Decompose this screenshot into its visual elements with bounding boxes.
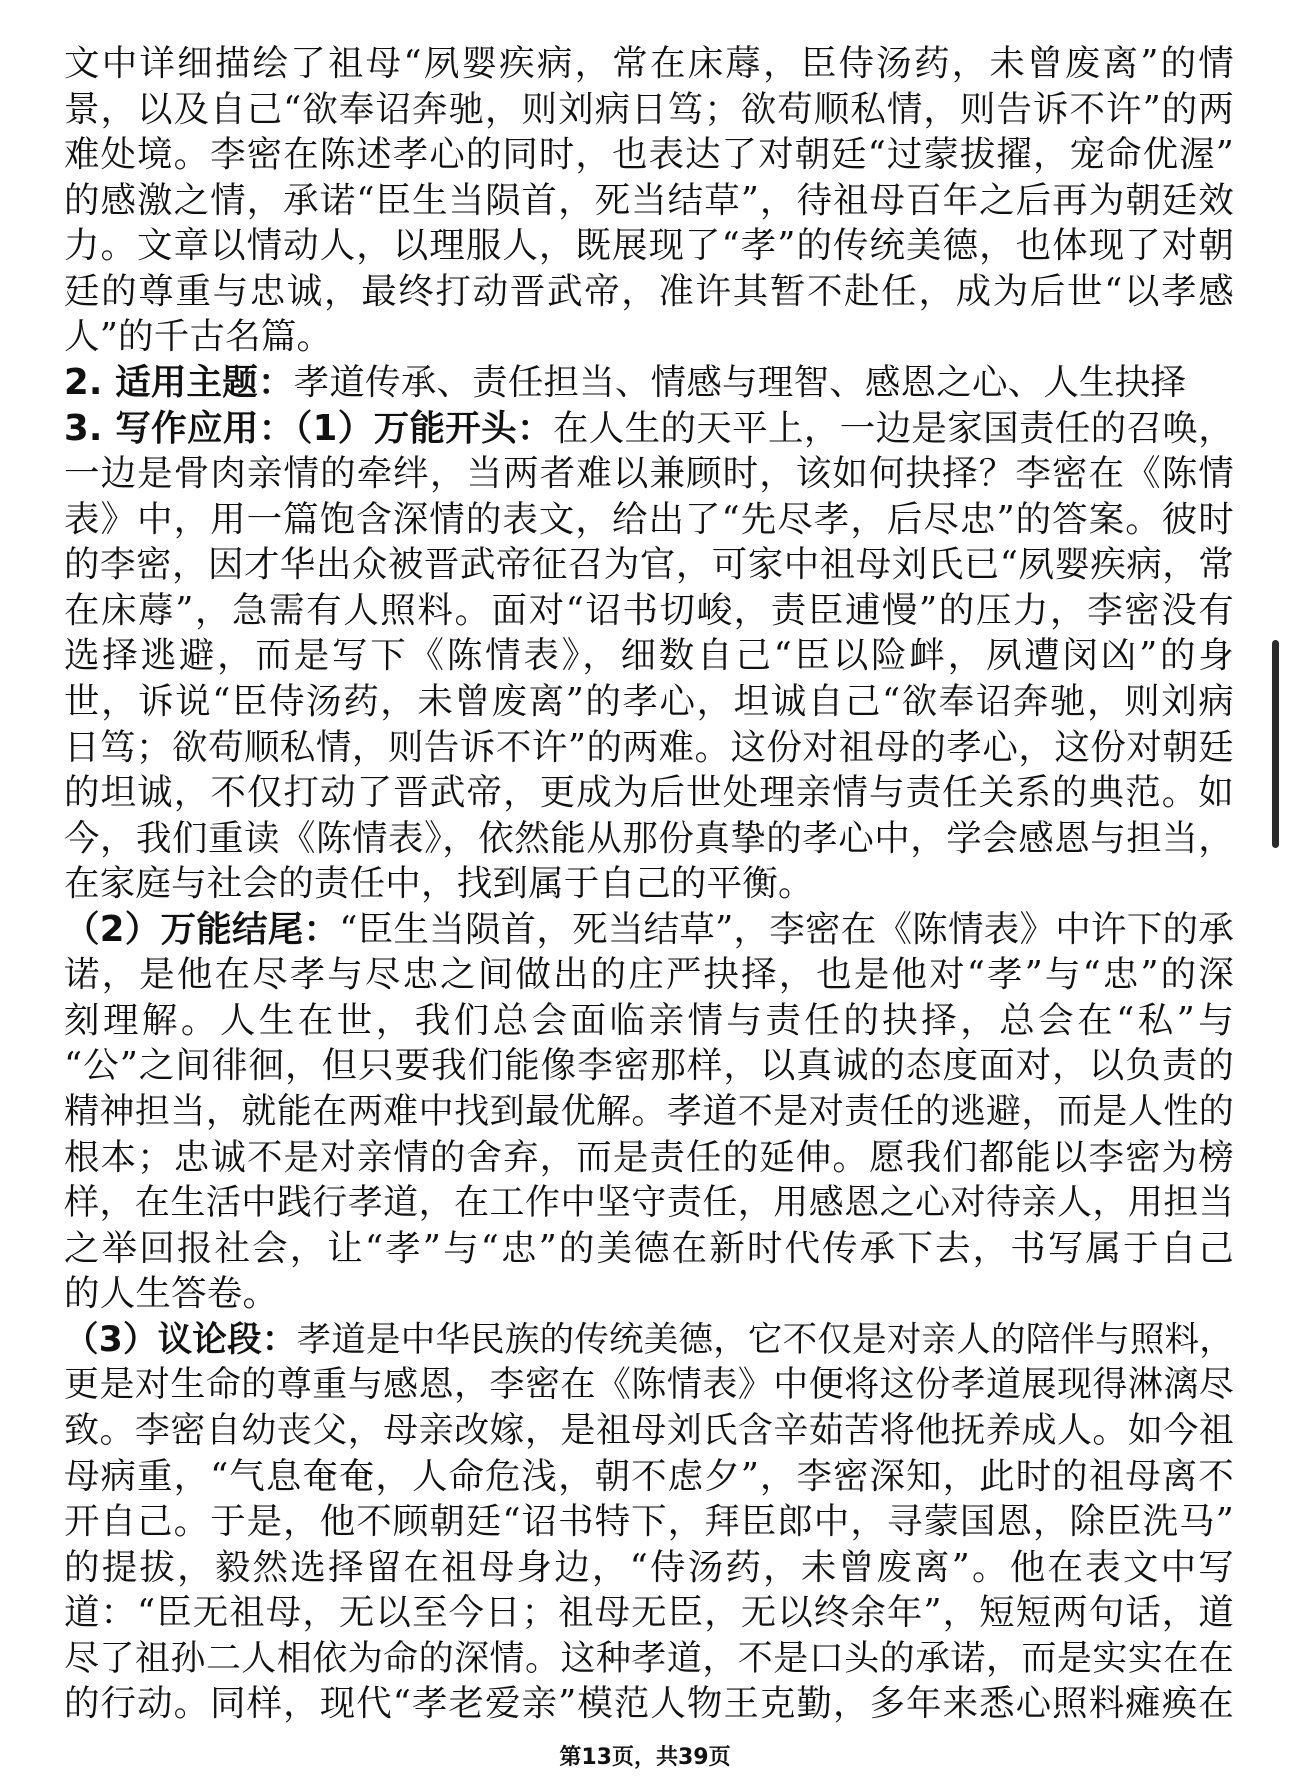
ending-line: 根本；忠诚不是对亲情的舍弃，而是责任的延伸。愿我们都能以李密为榜 [64, 1137, 1234, 1178]
argument-line: 母病重，“气息奄奄，人命危浅，朝不虑夕”，李密深知，此时的祖母离不 [64, 1456, 1234, 1497]
ending-line: 刻理解。人生在世，我们总会面临亲情与责任的抉择，总会在“私”与 [64, 1000, 1234, 1041]
opening-line: 今，我们重读《陈情表》，依然能从那份真挚的孝心中，学会感恩与担当， [64, 818, 1234, 859]
opening-line: 在家庭与社会的责任中，找到属于自己的平衡。 [64, 863, 814, 904]
themes-label: 2. 适用主题： [64, 362, 294, 403]
argument-first-line [64, 1318, 1234, 1362]
ending-line: 样，在生活中践行孝道，在工作中坚守责任，用感恩之心对待亲人，用担当 [64, 1183, 1234, 1223]
ending-line: 之举回报社会，让“孝”与“忠”的美德在新时代传承下去，书写属于自己 [64, 1228, 1234, 1269]
opening-line: 的坦诚，不仅打动了晋武帝，更成为后世处理亲情与责任关系的典范。如 [64, 772, 1234, 813]
argument-line: 更是对生命的尊重与感恩，李密在《陈情表》中便将这份孝道展现得淋漓尽 [64, 1365, 1234, 1405]
opening-line: 在床蓐”，急需有人照料。面对“诏书切峻，责臣逋慢”的压力，李密没有 [64, 590, 1234, 631]
scrollbar-thumb[interactable] [1272, 640, 1279, 848]
themes-line [64, 361, 1234, 405]
themes-text: 孝道传承、责任担当、情感与理智、感恩之心、人生抉择 [293, 362, 1187, 403]
ending-line: 诺，是他在尽孝与尽忠之间做出的庄严抉择，也是他对“孝”与“忠”的深 [64, 954, 1234, 995]
intro-line: 力。文章以情动人，以理服人，既展现了“孝”的传统美德，也体现了对朝 [64, 225, 1234, 266]
argument-line: 的提拔，毅然选择留在祖母身边，“侍汤药，未曾废离”。他在表文中写 [64, 1547, 1234, 1588]
opening-line: 选择逃避，而是写下《陈情表》，细数自己“臣以险衅，夙遭闵凶”的身 [64, 635, 1234, 676]
intro-line: 廷的尊重与忠诚，最终打动晋武帝，准许其暂不赴任，成为后世“以孝感 [64, 271, 1234, 312]
ending-line: 精神担当，就能在两难中找到最优解。孝道不是对责任的逃避，而是人性的 [64, 1092, 1234, 1132]
intro-line: 人”的千古名篇。 [64, 316, 333, 357]
opening-label: （1）万能开头： [294, 408, 553, 449]
opening-line: 的李密，因才华出众被晋武帝征召为官，可家中祖母刘氏已“夙婴疾病，常 [64, 544, 1234, 585]
page-number: 第13页，共39页 [559, 1745, 731, 1770]
ending-line: “公”之间徘徊，但只要我们能像李密那样，以真诚的态度面对，以负责的 [64, 1045, 1234, 1086]
opening-line: 日笃；欲苟顺私情，则告诉不许”的两难。这份对祖母的孝心，这份对朝廷 [64, 727, 1234, 768]
ending-first-text: “臣生当陨首，死当结草”，李密在《陈情表》中许下的承 [339, 909, 1234, 950]
opening-line: 一边是骨肉亲情的牵绊，当两者难以兼顾时，该如何抉择？李密在《陈情 [64, 453, 1234, 494]
opening-line: 世，诉说“臣侍汤药，未曾废离”的孝心，坦诚自己“欲奉诏奔驰，则刘病 [64, 681, 1234, 722]
writing-label: 3. 写作应用： [64, 408, 295, 449]
argument-line: 尽了祖孙二人相依为命的深情。这种孝道，不是口头的承诺，而是实实在在 [64, 1639, 1234, 1679]
argument-line: 开自己。于是，他不顾朝廷“诏书特下，拜臣郎中，寻蒙国恩，除臣洗马” [64, 1501, 1234, 1542]
argument-line: 的行动。同样，现代“孝老爱亲”模范人物王克勤，多年来悉心照料瘫痪在 [64, 1683, 1234, 1724]
intro-line: 的感激之情，承诺“臣生当陨首，死当结草”，待祖母百年之后再为朝廷效 [64, 180, 1234, 221]
argument-label: （3）议论段： [64, 1320, 297, 1360]
argument-first-text: 孝道是中华民族的传统美德，它不仅是对亲人的陪伴与照料， [296, 1320, 1235, 1360]
opening-first-line [64, 407, 1234, 451]
ending-line: 的人生答卷。 [64, 1273, 279, 1314]
intro-line: 难处境。李密在陈述孝心的同时，也表达了对朝廷“过蒙拔擢，宠命优渥” [64, 134, 1234, 175]
opening-first-text: 在人生的天平上，一边是家国责任的召唤， [552, 408, 1234, 449]
intro-line: 景，以及自己“欲奉诏奔驰，则刘病日笃；欲苟顺私情，则告诉不许”的两 [64, 89, 1234, 130]
argument-line: 致。李密自幼丧父，母亲改嫁，是祖母刘氏含辛茹苦将他抚养成人。如今祖 [64, 1411, 1234, 1451]
argument-line: 道：“臣无祖母，无以至今日；祖母无臣，无以终余年”，短短两句话，道 [64, 1592, 1234, 1633]
opening-line: 表》中，用一篇饱含深情的表文，给出了“先尽孝，后尽忠”的答案。彼时 [64, 499, 1234, 540]
intro-line: 文中详细描绘了祖母“夙婴疾病，常在床蓐，臣侍汤药，未曾废离”的情 [64, 43, 1234, 84]
ending-first-line [64, 908, 1234, 952]
ending-label: （2）万能结尾： [64, 909, 340, 950]
